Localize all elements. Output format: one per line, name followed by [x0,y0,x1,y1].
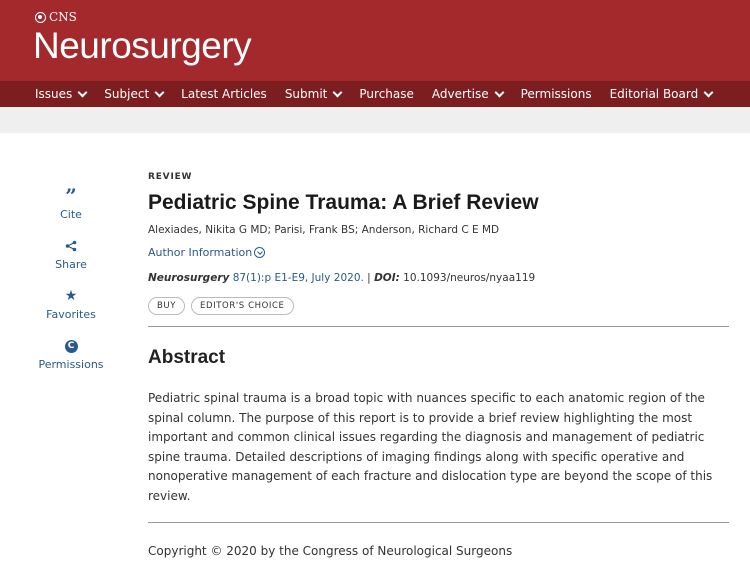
main-nav [0,81,750,107]
citation-journal: Neurosurgery [148,272,230,284]
rail-label: Share [55,258,87,271]
citation-volume-link[interactable]: 87(1):p E1-E9, July 2020. [232,272,364,284]
nav-item-label: Subject [104,87,150,101]
share-icon [65,236,77,256]
abstract-heading: Abstract [148,347,226,368]
divider [148,326,729,327]
share-button[interactable] [40,236,102,271]
star-icon: ★ [64,288,78,304]
favorites-button[interactable] [40,286,102,321]
article-badges [148,297,729,315]
org-name: CNS [49,10,77,24]
rail-label: Cite [60,208,82,221]
cns-seal-icon [35,12,46,23]
nav-item-label: Submit [284,87,328,101]
permissions-button[interactable] [40,336,102,371]
copyright-notice: Copyright © 2020 by the Congress of Neurological Surgeons [148,544,513,558]
nav-subject[interactable] [104,87,163,101]
sub-header-bar [0,107,750,133]
doi-value: 10.1093/neuros/nyaa119 [403,272,536,284]
quote-icon: ” [65,184,77,208]
article-title: Pediatric Spine Trauma: A Brief Review [148,191,539,214]
article-type: REVIEW [148,172,193,182]
journal-logo[interactable]: Neurosurgery [33,25,252,66]
nav-latest-articles[interactable] [181,87,267,101]
chevron-down-circle-icon [254,247,265,258]
nav-item-label: Purchase [359,87,414,101]
nav-item-label: Issues [35,87,73,101]
cite-button[interactable] [40,180,102,221]
rail-label: Favorites [46,308,96,321]
nav-item-label: Editorial Board [609,87,699,101]
citation-separator: | [363,272,375,284]
article-main [148,172,729,558]
org-logo[interactable] [35,10,77,24]
nav-issues[interactable] [35,87,86,101]
citation-line [148,272,729,284]
abstract-text: Pediatric spinal trauma is a broad topic with nuances specific to each anatomic region of the spinal column. The purpose of this report is to provide a brief review highlighting the most important and common clinical issues regarding the diagnosis and management of pediatric spine trauma. Detailed descriptions of imaging findings along with specific operative and nonoperative management of each fracture and dislocation type are beyond the scope of this review. [148,391,713,503]
nav-advertise[interactable] [432,87,503,101]
nav-item-label: Permissions [520,87,592,101]
nav-purchase[interactable] [359,87,414,101]
chevron-down-icon [704,87,714,97]
doi-label: DOI: [374,272,400,284]
divider [148,522,729,523]
chevron-down-icon [333,87,343,97]
nav-permissions[interactable] [521,87,592,101]
masthead [0,0,750,81]
article-tools [40,180,102,386]
author-information-toggle[interactable] [148,246,729,259]
author-information-label: Author Information [148,246,253,259]
chevron-down-icon [155,87,165,97]
nav-submit[interactable] [285,87,342,101]
nav-editorial-board[interactable] [610,87,713,101]
nav-item-label: Advertise [431,87,489,101]
editors-choice-badge[interactable]: EDITOR'S CHOICE [191,297,293,315]
author-list: Alexiades, Nikita G MD; Parisi, Frank BS; Anderson, Richard C E MD [148,224,500,236]
rail-label: Permissions [38,358,104,371]
buy-button[interactable]: BUY [148,297,185,315]
copyright-icon: C [65,336,78,356]
chevron-down-icon [78,87,88,97]
chevron-down-icon [494,87,504,97]
nav-item-label: Latest Articles [181,87,267,101]
